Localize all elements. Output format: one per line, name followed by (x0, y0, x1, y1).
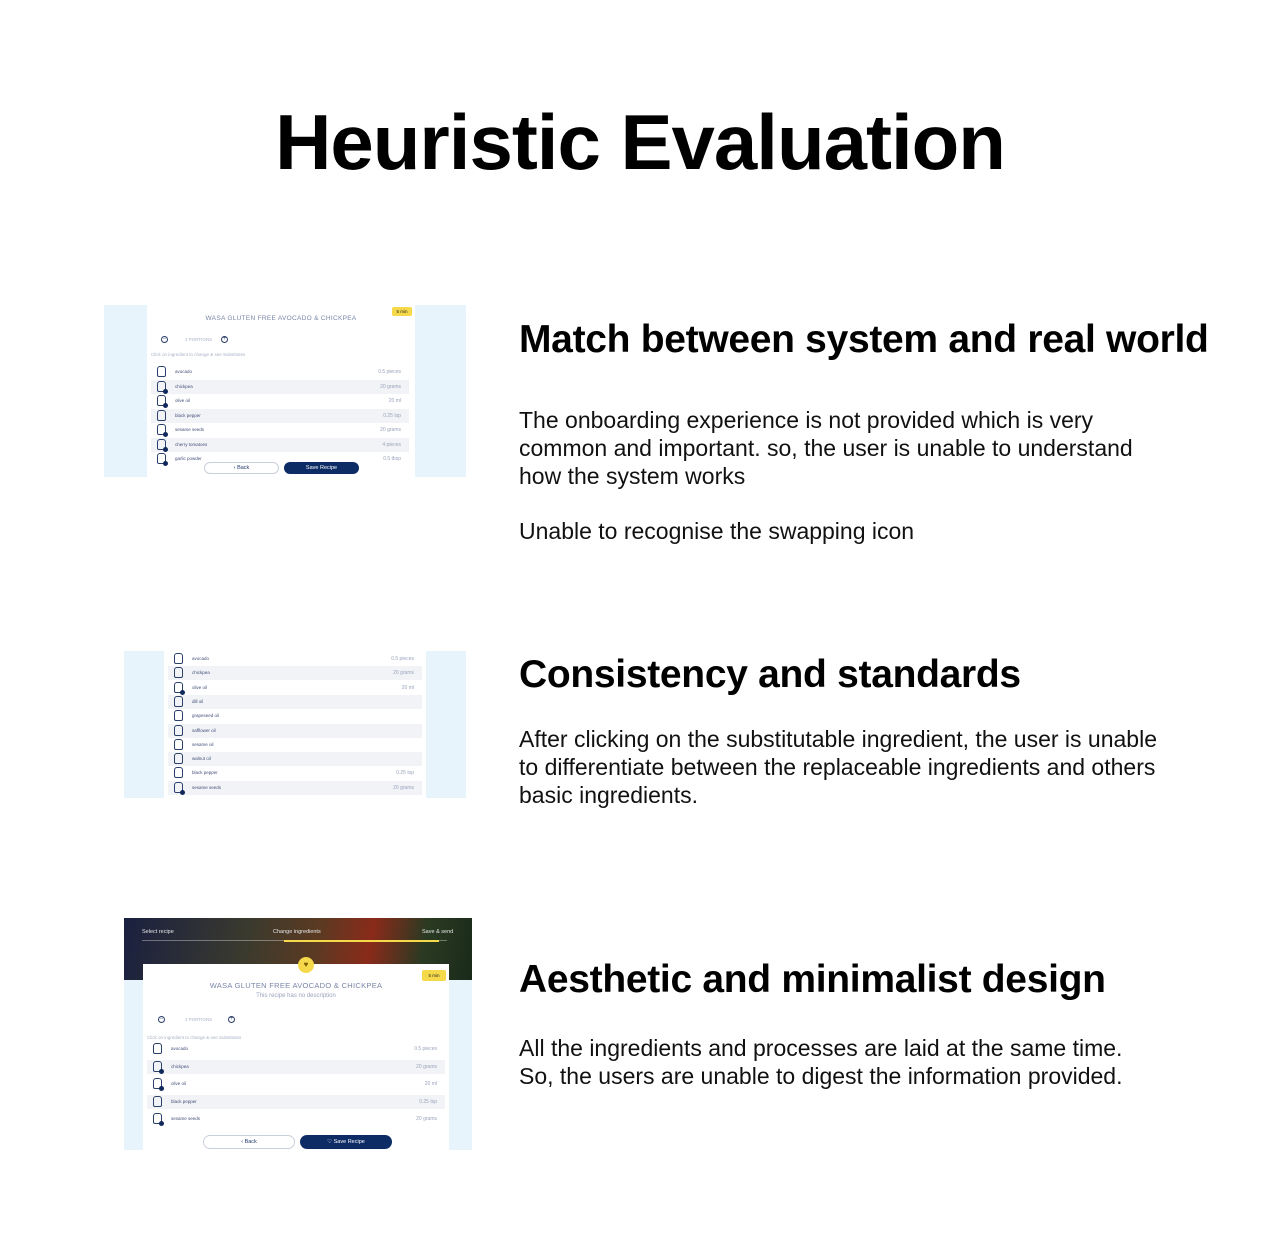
ingredient-quantity: 20 grams (416, 1063, 437, 1070)
ingredient-quantity: 20 ml (401, 684, 414, 691)
ingredient-icon (157, 410, 166, 421)
ingredient-row[interactable] (147, 1112, 445, 1126)
ingredient-name: sesame seeds (171, 1116, 201, 1121)
ingredient-name: olive oil (192, 684, 208, 690)
section-paragraph: The onboarding experience is not provided which is very common and important. so, the user is unable to understand how the system works (519, 407, 1133, 489)
tab-save-send[interactable]: Save & send (422, 929, 454, 935)
ingredient-row[interactable] (151, 452, 409, 466)
section-heading: Match between system and real world (519, 318, 1209, 361)
section-paragraph: Unable to recognise the swapping icon (519, 518, 915, 544)
ingredient-icon (157, 366, 166, 377)
ingredient-row[interactable] (151, 438, 409, 452)
page-title: Heuristic Evaluation (275, 98, 1005, 186)
ingredient-icon (174, 753, 183, 764)
ingredient-row[interactable] (168, 666, 422, 680)
ingredient-name: cherry tomatoes (175, 441, 208, 447)
ingredient-icon (174, 710, 183, 721)
ingredient-name: olive oil (175, 398, 191, 403)
ingredient-icon (174, 767, 183, 778)
ingredient-row[interactable] (151, 365, 409, 379)
ingredient-icon (174, 696, 183, 707)
ingredient-quantity: 0.5 tbsp (383, 456, 401, 462)
ingredient-name: black pepper (171, 1098, 197, 1104)
ingredient-name: garlic powder (175, 456, 202, 461)
ingredient-row[interactable] (151, 380, 409, 394)
back-button[interactable]: ‹ Back (203, 1135, 295, 1149)
ingredient-name: chickpea (192, 670, 210, 676)
save-recipe-button[interactable]: ♡ Save Recipe (300, 1135, 392, 1149)
ingredient-quantity: 20 grams (393, 784, 414, 791)
ingredient-name: dill oil (192, 698, 204, 704)
save-recipe-button[interactable]: Save Recipe (284, 462, 359, 474)
ingredient-row[interactable] (147, 1095, 445, 1109)
ingredient-quantity: 20 ml (424, 1081, 437, 1087)
time-badge: 5 min (422, 970, 446, 981)
ingredient-icon (174, 739, 183, 750)
section-heading: Aesthetic and minimalist design (519, 958, 1106, 1001)
ingredient-quantity: 4 pieces (382, 441, 401, 448)
ingredient-row[interactable] (168, 781, 422, 795)
ingredient-icon (174, 653, 183, 664)
ingredient-name: walnut oil (192, 756, 211, 762)
ingredient-name: black pepper (175, 412, 201, 418)
ingredient-name: chickpea (171, 1063, 189, 1069)
swap-indicator-icon[interactable] (163, 389, 168, 394)
ingredient-quantity: 0.25 tsp (383, 412, 401, 419)
section-body (519, 1034, 1159, 1090)
ingredient-row[interactable] (168, 695, 422, 709)
ingredient-name: safflower oil (192, 727, 216, 733)
ingredient-row[interactable] (168, 724, 422, 738)
section-paragraph: All the ingredients and processes are laid at the same time. So, the users are unable to digest the information provided. (519, 1035, 1123, 1089)
swap-indicator-icon[interactable] (159, 1086, 164, 1091)
ingredient-row[interactable] (151, 423, 409, 437)
ingredient-row[interactable] (168, 681, 422, 695)
decrease-portions-button[interactable]: − (162, 336, 167, 342)
ingredient-row[interactable] (168, 752, 422, 766)
ingredient-name: avocado (192, 656, 210, 661)
tab-change-ingredients[interactable]: Change ingredients (273, 929, 321, 935)
recipe-title: WASA GLUTEN FREE AVOCADO & CHICKPEA (209, 981, 383, 990)
ingredient-icon (153, 1043, 162, 1054)
ingredient-icon (174, 725, 183, 736)
ingredient-row[interactable] (168, 766, 422, 780)
ingredient-quantity: 0.5 pieces (414, 1046, 437, 1052)
ingredient-quantity: 0.25 tsp (419, 1098, 437, 1105)
increase-portions-button[interactable]: + (229, 1016, 234, 1022)
substitutes-hint: Click on ingredient to change & see Substitutes (151, 352, 246, 357)
ingredient-quantity: 20 ml (388, 398, 401, 404)
ingredient-name: sesame seeds (175, 427, 205, 432)
recipe-title: WASA GLUTEN FREE AVOCADO & CHICKPEA (205, 315, 357, 322)
ingredient-quantity: 0.5 pieces (378, 369, 401, 375)
section-body (519, 406, 1159, 545)
ingredient-name: sesame oil (192, 741, 214, 747)
active-step-indicator (284, 940, 439, 942)
swap-indicator-icon[interactable] (163, 432, 168, 437)
decrease-portions-button[interactable]: − (159, 1016, 164, 1022)
ingredient-quantity: 20 grams (416, 1116, 437, 1122)
ingredient-row[interactable] (147, 1042, 445, 1056)
ingredient-icon (174, 667, 183, 678)
ingredient-row[interactable] (151, 409, 409, 423)
screenshot-consistency (124, 651, 466, 798)
ingredient-quantity: 20 grams (380, 427, 401, 433)
section-paragraph: After clicking on the substitutable ingredient, the user is unable to differentiate between the replaceable ingredients and others basic ingredients. (519, 726, 1157, 808)
swap-indicator-icon[interactable] (180, 690, 185, 695)
ingredient-row[interactable] (147, 1060, 445, 1074)
ingredient-name: grapeseed oil (192, 713, 220, 719)
ingredient-row[interactable] (147, 1077, 445, 1091)
ingredient-quantity: 0.25 tsp (396, 770, 414, 777)
screenshot-match-system (104, 305, 466, 477)
section-heading: Consistency and standards (519, 653, 1021, 696)
swap-indicator-icon[interactable] (163, 403, 168, 408)
portions-label: 2 PORTIONS (185, 337, 213, 342)
screenshot-aesthetic (124, 918, 472, 1150)
section-body (519, 725, 1159, 809)
heart-icon: ♥ (298, 957, 314, 973)
swap-indicator-icon[interactable] (159, 1069, 164, 1074)
recipe-description: This recipe has no description (256, 993, 336, 999)
swap-indicator-icon[interactable] (159, 1121, 164, 1126)
ingredient-quantity: 20 grams (393, 670, 414, 677)
ingredient-name: black pepper (192, 770, 218, 776)
ingredient-name: olive oil (171, 1081, 187, 1086)
tab-select-recipe[interactable]: Select recipe (142, 929, 174, 935)
swap-indicator-icon[interactable] (163, 461, 168, 466)
ingredient-row[interactable] (168, 652, 422, 666)
ingredient-quantity: 20 grams (380, 383, 401, 390)
swap-indicator-icon[interactable] (163, 447, 168, 452)
portions-label: 2 PORTIONS (185, 1017, 213, 1022)
ingredient-name: avocado (171, 1046, 189, 1051)
substitutes-hint: Click on ingredient to change & see Substitutes (147, 1035, 242, 1040)
ingredient-quantity: 0.5 pieces (391, 656, 414, 662)
ingredient-icon (153, 1096, 162, 1107)
ingredient-row[interactable] (168, 738, 422, 752)
increase-portions-button[interactable]: + (222, 336, 227, 342)
ingredient-name: chickpea (175, 383, 193, 389)
swap-indicator-icon[interactable] (180, 790, 185, 795)
ingredient-name: avocado (175, 369, 193, 374)
time-badge: 5 min (392, 307, 412, 316)
ingredient-row[interactable] (151, 394, 409, 408)
back-button[interactable]: ‹ Back (204, 462, 279, 474)
ingredient-name: sesame seeds (192, 784, 222, 790)
ingredient-row[interactable] (168, 709, 422, 723)
